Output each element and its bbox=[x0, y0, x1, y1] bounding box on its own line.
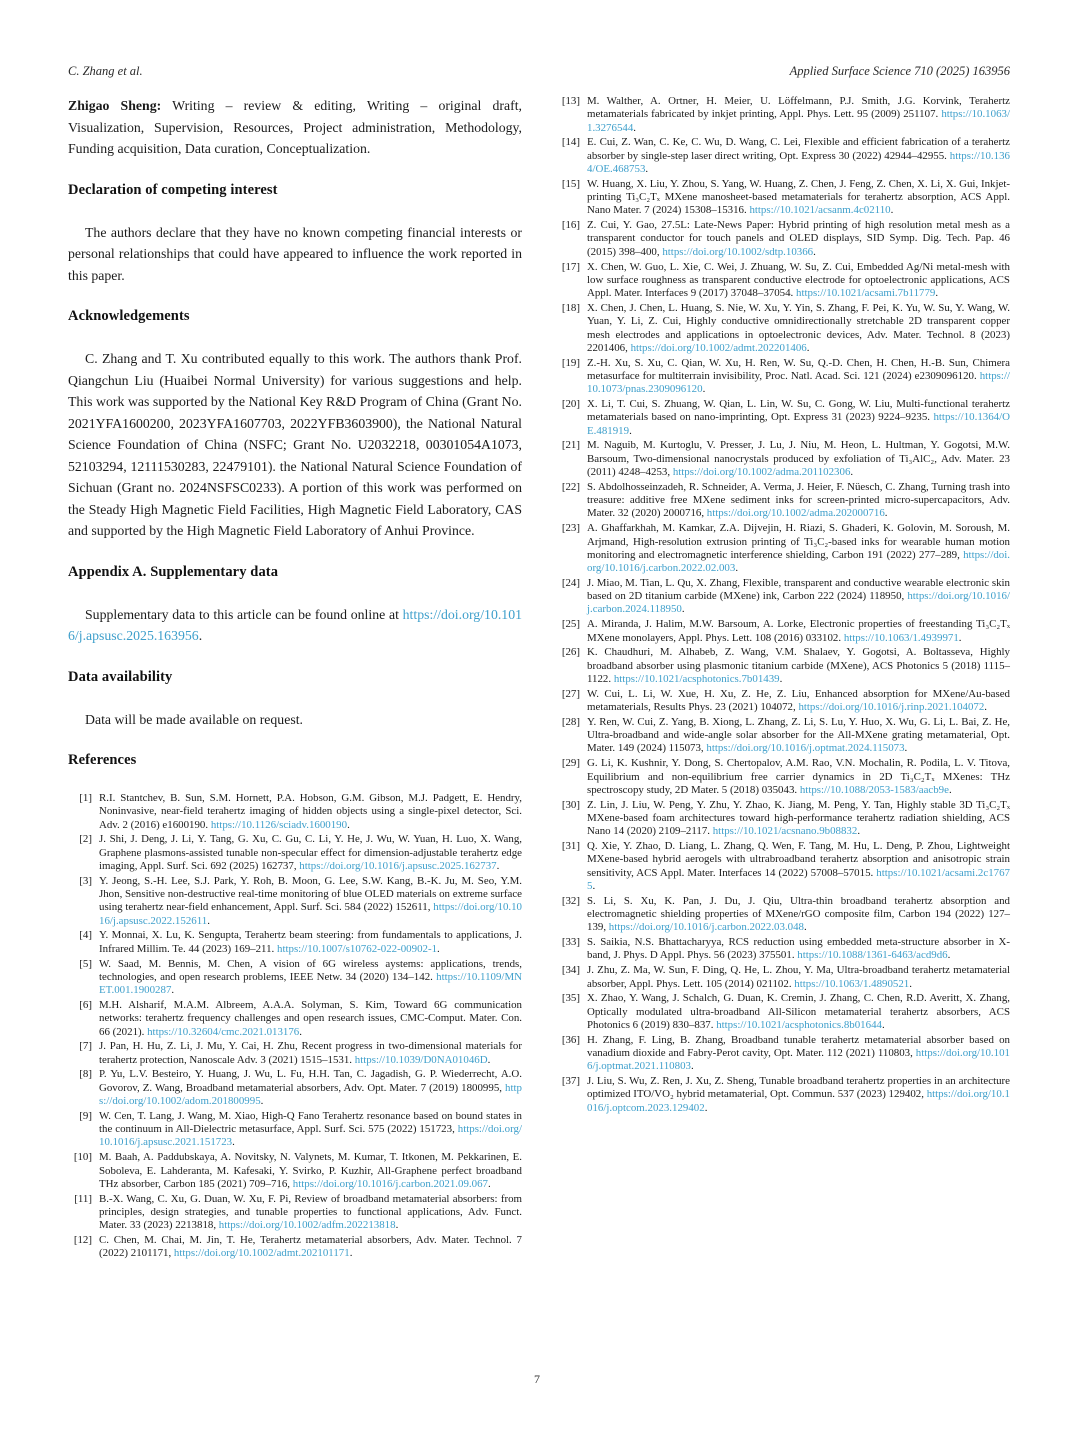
reference-number: [23] bbox=[561, 522, 580, 535]
reference-number: [11] bbox=[74, 1192, 92, 1205]
reference-tail: . bbox=[629, 424, 632, 437]
reference-number: [22] bbox=[561, 480, 580, 493]
reference-text: X. Li, T. Cui, S. Zhuang, W. Qian, L. Lin, W. Su, C. Gong, W. Liu, Multi-functional terahertz metamaterials based on nano-imprinting, Opt. Express 31 (2023) 9224–9235. bbox=[587, 398, 1010, 424]
reference-doi-link[interactable]: https://10.1088/2053-1583/aacb9e bbox=[799, 783, 949, 796]
reference-number: [6] bbox=[79, 998, 92, 1011]
reference-tail: . bbox=[779, 672, 783, 685]
reference-tail: . bbox=[850, 466, 854, 479]
reference-text: M. Naguib, M. Kurtoglu, V. Presser, J. Lu, J. Niu, M. Heon, L. Hultman, Y. Gogotsi, M.W. Barsoum, Two-dimensional nanocrystals produced by exfoliation of Ti₃AlC₂, Adv. Mater. 23 (2011) 4248–4253, bbox=[587, 439, 1010, 479]
reference-item bbox=[68, 792, 522, 832]
reference-item bbox=[556, 895, 1010, 935]
running-header-journal: Applied Surface Science 710 (2025) 163956 bbox=[789, 64, 1010, 78]
reference-tail: . bbox=[487, 1053, 491, 1066]
data-availability-paragraph: Data will be made available on request. bbox=[85, 711, 303, 727]
reference-text: E. Cui, Z. Wan, C. Ke, C. Wu, D. Wang, C. Lei, Flexible and efficient fabrication of a terahertz absorber by single-step laser direct writing, Opt. Express 30 (2022) 42944–42955. bbox=[587, 136, 1010, 162]
reference-number: [36] bbox=[561, 1033, 580, 1046]
reference-number: [9] bbox=[79, 1109, 92, 1122]
reference-text: Y. Ren, W. Cui, Z. Yang, B. Xiong, L. Zhang, Z. Li, S. Lu, Y. Huo, X. Wu, G. Li, L. Bai, Z. He, Ultra-broadband and wide-angle solar absorber for the All-MXene grating metamaterial, Opt. Mater. 149 (2024) 115073, bbox=[587, 715, 1010, 755]
reference-item bbox=[68, 833, 522, 873]
reference-item bbox=[556, 302, 1010, 355]
reference-item bbox=[556, 95, 1010, 135]
reference-tail: . bbox=[207, 914, 210, 927]
reference-text: X. Zhao, Y. Wang, J. Schalch, G. Duan, K. Cremin, J. Zhang, C. Chen, R.D. Averitt, X. Zhang, Optically modulated ultra-broadband All-Silicon metamaterial terahertz absorbers, ACS Photonics 6 (2019) 830–837. bbox=[587, 992, 1010, 1031]
reference-text: W. Cui, L. Li, W. Xue, H. Xu, Z. He, Z. Liu, Enhanced absorption for MXene/Au-based metamaterials, Results Phys. 23 (2021) 104072, bbox=[587, 687, 1010, 714]
reference-doi-link[interactable]: https://doi.org/10.1016/j.optmat.2021.110803 bbox=[587, 1046, 1010, 1073]
reference-doi-link[interactable]: https://10.1063/1.4890521 bbox=[794, 977, 910, 990]
author-contribution-paragraph bbox=[68, 95, 522, 160]
reference-doi-link[interactable]: https://doi.org/10.1016/j.apsusc.2022.152611 bbox=[99, 901, 522, 927]
reference-doi-link[interactable]: https://doi.org/10.1002/adfm.202213818 bbox=[218, 1219, 396, 1232]
reference-text: K. Chaudhuri, M. Alhabeb, Z. Wang, V.M. Shalaev, Y. Gogotsi, A. Boltasseva, Highly broadband absorber using plasmonic titanium carbide (MXene), ACS Photonics 5 (2018) 1115–1122. bbox=[587, 646, 1010, 685]
reference-number: [4] bbox=[79, 929, 92, 942]
reference-doi-link[interactable]: https://10.1063/1.4939971 bbox=[843, 631, 959, 644]
reference-item bbox=[556, 799, 1010, 839]
reference-doi-link[interactable]: https://10.1021/acsphotonics.7b01439 bbox=[613, 672, 780, 685]
reference-text: Z. Lin, J. Liu, W. Peng, Y. Zhu, Y. Zhao, K. Jiang, M. Peng, Y. Tan, Highly stable 3D Ti₃C₂Tₓ MXene-based foam architectures toward high-performance terahertz radiation shielding, ACS Nano 14 (2020) 2109–2117. bbox=[587, 798, 1010, 838]
reference-tail: . bbox=[947, 949, 951, 962]
reference-doi-link[interactable]: https://doi.org/10.1016/j.carbon.2021.09.067 bbox=[292, 1177, 488, 1190]
reference-item bbox=[556, 1075, 1010, 1115]
reference-tail: . bbox=[881, 1018, 885, 1031]
reference-number: [17] bbox=[561, 260, 580, 273]
reference-item bbox=[556, 716, 1010, 756]
reference-doi-link[interactable]: https://10.1021/acsnano.9b08832 bbox=[712, 825, 858, 838]
reference-item bbox=[68, 958, 522, 998]
reference-tail: . bbox=[884, 507, 888, 520]
reference-number: [27] bbox=[561, 687, 580, 700]
reference-item bbox=[556, 261, 1010, 301]
reference-tail: . bbox=[496, 859, 500, 872]
reference-item bbox=[556, 522, 1010, 575]
reference-doi-link[interactable]: https://doi.org/10.1002/admt.202101171 bbox=[173, 1247, 350, 1260]
reference-item bbox=[556, 757, 1010, 797]
reference-item bbox=[68, 875, 522, 928]
reference-tail: . bbox=[935, 287, 939, 300]
reference-item bbox=[556, 136, 1010, 176]
reference-tail: . bbox=[904, 742, 908, 755]
reference-item bbox=[556, 688, 1010, 715]
reference-doi-link[interactable]: https://doi.org/10.1016/j.carbon.2022.02.003 bbox=[587, 548, 1010, 575]
reference-list-left bbox=[68, 792, 522, 1261]
reference-doi-link[interactable]: https://doi.org/10.1016/j.apsusc.2025.162737 bbox=[299, 859, 497, 872]
reference-doi-link[interactable]: https://doi.org/10.1002/sdtp.10366 bbox=[662, 245, 814, 258]
reference-number: [19] bbox=[561, 356, 580, 369]
appendix-doi-link[interactable]: https://doi.org/10.1016/j.apsusc.2025.163956 bbox=[68, 606, 522, 643]
reference-text: A. Miranda, J. Halim, M.W. Barsoum, A. Lorke, Electronic properties of freestanding Ti₃C₂Tₓ MXene monolayers, Appl. Phys. Lett. 108 (2016) 033102. bbox=[587, 618, 1010, 644]
data-availability-heading: Data availability bbox=[68, 668, 173, 685]
running-header bbox=[68, 64, 1010, 79]
reference-text: G. Li, K. Kushnir, Y. Dong, S. Chertopalov, A.M. Rao, V.N. Mochalin, R. Podila, L. V. Titova, Equilibrium and non-equilibrium free carrier dynamics in 2D Ti₃C₂Tₓ MXenes: THz spectroscopy study, 2D Mater. 5 (2018) 035043. bbox=[587, 757, 1010, 796]
reference-item bbox=[556, 1034, 1010, 1074]
reference-text: J. Miao, M. Tian, L. Qu, X. Zhang, Flexible, transparent and conductive wearable electronic skin based on 2D titanium carbide (MXene) ink, Carbon 222 (2024) 118950, bbox=[587, 576, 1010, 603]
reference-tail: . bbox=[633, 121, 637, 134]
reference-text: Q. Xie, Y. Zhao, D. Liang, L. Zhang, Q. Wen, F. Tang, M. Hu, L. Deng, P. Zhou, Lightweight MXene-based hybrid aerogels with ultrabroadband terahertz absorption and anisotropic strain sensitivity, ACS Appl. Mater. Interfaces 14 (2022) 57008–57015. bbox=[587, 840, 1010, 879]
reference-number: [15] bbox=[561, 177, 580, 190]
reference-item bbox=[68, 999, 522, 1039]
reference-number: [25] bbox=[561, 618, 580, 631]
reference-item bbox=[556, 219, 1010, 259]
reference-item bbox=[556, 398, 1010, 438]
reference-text: S. Li, S. Xu, K. Pan, J. Du, J. Qiu, Ultra-thin broadband terahertz absorption and electromagnetic shielding properties of MXene/rGO composite film, Carbon 194 (2022) 127–139, bbox=[587, 894, 1010, 934]
reference-number: [14] bbox=[561, 136, 580, 149]
reference-number: [3] bbox=[79, 874, 92, 887]
contrib-author-name: Zhigao Sheng: bbox=[68, 98, 162, 113]
reference-item bbox=[556, 178, 1010, 218]
reference-item bbox=[556, 481, 1010, 521]
contrib-roles-text: Writing – review & editing, Writing – original draft, Visualization, Supervision, Resources, Project administration, Methodology, Funding acquisition, Data curation, Conceptualization. bbox=[68, 98, 522, 156]
reference-number: [30] bbox=[561, 798, 580, 811]
reference-number: [37] bbox=[561, 1075, 580, 1088]
reference-text: J. Zhu, Z. Ma, W. Sun, F. Ding, Q. He, L. Zhou, Y. Ma, Ultra-broadband terahertz metamaterial absorber, Appl. Phys. Lett. 105 (2014) 021102. bbox=[587, 964, 1010, 990]
reference-doi-link[interactable]: https://10.1021/acsami.7b11779 bbox=[796, 287, 936, 300]
reference-text: P. Yu, L.V. Besteiro, Y. Huang, J. Wu, L. Fu, H.H. Tan, C. Jagadish, G. P. Wiederrecht, A.O. Govorov, Z. Wang, Broadband metamaterial absorbers, Adv. Opt. Mater. 7 (2019) 1800995, bbox=[99, 1068, 522, 1094]
reference-doi-link[interactable]: https://10.1088/1361-6463/acd9d6 bbox=[797, 949, 948, 962]
reference-item bbox=[556, 992, 1010, 1032]
reference-text: M. Baah, A. Paddubskaya, A. Novitsky, N. Valynets, M. Kumar, T. Itkonen, M. Pekkarinen, E. Soboleva, E. Lahderanta, M. Kafesaki, Y. Svirko, P. Kuzhir, All-Graphene perfect broadband THz absorber, Carbon 185 (2021) 709–716, bbox=[99, 1151, 522, 1190]
reference-number: [32] bbox=[561, 894, 580, 907]
reference-tail: . bbox=[890, 204, 894, 217]
reference-number: [5] bbox=[79, 957, 92, 970]
reference-item bbox=[556, 439, 1010, 479]
reference-item bbox=[68, 1193, 522, 1233]
appendix-text-tail: . bbox=[198, 628, 203, 643]
reference-text: Z.-H. Xu, S. Xu, C. Qian, W. Xu, H. Ren, W. Su, Q.-D. Chen, H. Chen, H.-B. Sun, Chimera metasurface for multiterrain invisibility, Proc. Natl. Acad. Sci. 121 (2024) e2309096120. bbox=[587, 356, 1010, 382]
reference-number: [1] bbox=[79, 792, 92, 804]
reference-number: [18] bbox=[561, 301, 580, 314]
reference-text: J. Pan, H. Hu, Z. Li, J. Mu, Y. Cai, H. Zhu, Recent progress in two-dimensional materials for terahertz protection, Nanoscale Adv. 3 (2021) 1515–1531. bbox=[99, 1040, 522, 1066]
reference-doi-link[interactable]: https://10.1021/acsami.2c17675 bbox=[587, 866, 1010, 892]
reference-text: R.I. Stantchev, B. Sun, S.M. Hornett, P.A. Hobson, G.M. Gibson, M.J. Padgett, E. Hendry, Noninvasive, near-field terahertz imaging of hidden objects using a single-pixel detector, Sci. Adv. 2 (2016) e1600190. bbox=[99, 792, 522, 831]
page-number: 7 bbox=[534, 1372, 540, 1386]
acknowledgements-heading: Acknowledgements bbox=[68, 308, 190, 324]
reference-number: [20] bbox=[561, 398, 580, 411]
reference-text: M. Walther, A. Ortner, H. Meier, U. Löffelmann, P.J. Smith, J.G. Korvink, Terahertz metamaterials fabricated by inkjet printing, Appl. Phys. Lett. 95 (2009) 251107. bbox=[587, 95, 1010, 121]
reference-doi-link[interactable]: https://10.1109/MNET.001.1900287 bbox=[99, 970, 522, 997]
reference-text: H. Zhang, F. Ling, B. Zhang, Broadband tunable terahertz metamaterial absorber based on vanadium dioxide and Fabry-Perot cavity, Opt. Mater. 112 (2021) 110803, bbox=[587, 1033, 1010, 1059]
reference-doi-link[interactable]: https://doi.org/10.1002/adma.202000716 bbox=[706, 507, 885, 520]
reference-tail: . bbox=[909, 977, 912, 990]
reference-number: [2] bbox=[79, 833, 92, 846]
reference-doi-link[interactable]: https://doi.org/10.1016/j.carbon.2022.03.048 bbox=[608, 921, 804, 934]
reference-doi-link[interactable]: https://doi.org/10.1016/j.optcom.2023.129402 bbox=[587, 1088, 1010, 1114]
reference-list-right bbox=[556, 95, 1010, 1115]
reference-item bbox=[68, 1068, 522, 1108]
reference-tail: . bbox=[592, 879, 596, 892]
reference-doi-link[interactable]: https://10.1073/pnas.2309096120 bbox=[587, 369, 1010, 396]
reference-doi-link[interactable]: https://10.1364/OE.481919 bbox=[587, 411, 1010, 437]
left-column bbox=[68, 95, 522, 1262]
reference-doi-link[interactable]: https://doi.org/10.1016/j.carbon.2024.118950 bbox=[587, 590, 1010, 616]
reference-item bbox=[68, 1151, 522, 1191]
reference-number: [34] bbox=[561, 964, 580, 977]
running-header-authors: C. Zhang et al. bbox=[68, 64, 143, 78]
two-column-body bbox=[68, 95, 1010, 1262]
reference-doi-link[interactable]: https://10.1063/1.3276544 bbox=[587, 108, 1010, 134]
reference-doi-link[interactable]: https://10.1364/OE.468753 bbox=[587, 149, 1010, 175]
declaration-paragraph: The authors declare that they have no known competing financial interests or personal relationships that could have appeared to influence the work reported in this paper. bbox=[68, 224, 522, 283]
reference-item bbox=[556, 577, 1010, 617]
reference-number: [16] bbox=[561, 219, 580, 232]
reference-doi-link[interactable]: https://10.1039/D0NA01046D bbox=[354, 1053, 488, 1066]
reference-tail: . bbox=[813, 245, 816, 258]
reference-tail: . bbox=[232, 1136, 235, 1149]
reference-text: A. Ghaffarkhah, M. Kamkar, Z.A. Dijvejin, H. Riazi, S. Ghaderi, K. Golovin, M. Soroush, M. Arjmand, High-resolution extrusion printing of Ti₃C₂-based inks for wearable human motion monitoring and electromagnetic interference shielding, Carbon 191 (2022) 277–289, bbox=[587, 522, 1010, 561]
reference-number: [12] bbox=[73, 1234, 92, 1246]
right-column bbox=[556, 95, 1010, 1262]
reference-item bbox=[68, 1040, 522, 1067]
reference-tail: . bbox=[735, 562, 739, 575]
reference-tail: . bbox=[645, 162, 649, 175]
reference-item bbox=[68, 929, 522, 956]
reference-text: Y. Jeong, S.-H. Lee, S.J. Park, Y. Roh, B. Moon, G. Lee, S.W. Kang, B.-K. Ju, M. Seo, Y.M. Jhon, Sensitive non-destructive real-time monitoring of blue OLED materials on extreme surface using terahertz near-field enhancement, Appl. Surf. Sci. 584 (2022) 152611, bbox=[99, 874, 522, 914]
appendix-paragraph bbox=[68, 604, 522, 647]
reference-tail: . bbox=[702, 383, 706, 396]
reference-tail: . bbox=[171, 984, 175, 997]
reference-doi-link[interactable]: https://10.1021/acsphotonics.8b01644 bbox=[716, 1018, 882, 1031]
reference-number: [21] bbox=[561, 439, 580, 452]
reference-number: [24] bbox=[561, 576, 580, 589]
reference-tail: . bbox=[347, 818, 350, 831]
reference-doi-link[interactable]: https://doi.org/10.1002/adma.201102306 bbox=[672, 466, 851, 479]
references-heading: References bbox=[68, 752, 137, 768]
reference-tail: . bbox=[806, 341, 810, 354]
reference-text: J. Shi, J. Deng, J. Li, Y. Tang, G. Xu, C. Gu, C. Li, Y. He, J. Wu, W. Yuan, H. Luo, X. Wang, Graphene plasmons-assisted tunable non-specular effect for dimension-adjustable terahertz edge imaging, Appl. Surf. Sci. 692 (2025) 162737, bbox=[99, 833, 522, 872]
reference-tail: . bbox=[690, 1060, 694, 1073]
reference-item bbox=[556, 840, 1010, 893]
reference-text: J. Liu, S. Wu, Z. Ren, J. Xu, Z. Sheng, Tunable broadband terahertz properties in an architecture optimized ITO/VO₂ hybrid metamaterial, Opt. Commun. 537 (2023) 129402, bbox=[587, 1075, 1010, 1101]
reference-doi-link[interactable]: https://doi.org/10.1002/adom.201800995 bbox=[99, 1081, 522, 1108]
reference-tail: . bbox=[958, 631, 962, 644]
reference-text: M.H. Alsharif, M.A.M. Albreem, A.A.A. Solyman, S. Kim, Toward 6G communication networks: terahertz frequency challenges and open research issues, CMC-Comput. Mater. Con. 66 (2021). bbox=[99, 998, 522, 1038]
reference-number: [13] bbox=[561, 95, 580, 107]
reference-text: W. Huang, X. Liu, Y. Zhou, S. Yang, W. Huang, Z. Chen, J. Feng, Z. Chen, X. Li, X. Gui, Inkjet-printing Ti₃C₂Tₓ MXene manosheet-based metamaterials for terahertz absorption, ACS Appl. Nano Mater. 7 (2024) 15308–15316. bbox=[587, 177, 1010, 217]
reference-item bbox=[556, 618, 1010, 645]
reference-tail: . bbox=[984, 701, 988, 714]
reference-item bbox=[68, 1110, 522, 1150]
reference-item bbox=[68, 1234, 522, 1261]
reference-item bbox=[556, 964, 1010, 991]
reference-tail: . bbox=[487, 1177, 491, 1190]
reference-number: [7] bbox=[79, 1040, 92, 1053]
reference-text: W. Cen, T. Lang, J. Wang, M. Xiao, High-Q Fano Terahertz resonance based on bound states in the continuum in All-Dielectric metasurface, Appl. Surf. Sci. 575 (2022) 151723, bbox=[99, 1109, 522, 1136]
reference-number: [35] bbox=[561, 992, 580, 1005]
reference-doi-link[interactable]: https://10.1021/acsanm.4c02110 bbox=[749, 204, 891, 217]
reference-number: [33] bbox=[561, 936, 580, 949]
reference-doi-link[interactable]: https://10.1007/s10762-022-00902-1 bbox=[277, 942, 438, 955]
reference-number: [26] bbox=[561, 646, 580, 659]
declaration-heading: Declaration of competing interest bbox=[68, 181, 278, 198]
reference-tail: . bbox=[681, 603, 685, 616]
reference-tail: . bbox=[349, 1247, 353, 1260]
reference-text: X. Chen, W. Guo, L. Xie, C. Wei, J. Zhuang, W. Su, Z. Cui, Embedded Ag/Ni metal-mesh with low surface roughness as transparent conductive electrode for optoelectronic applications, ACS Appl. Mater. Interfaces 9 (2017) 37048–37054. bbox=[587, 260, 1010, 300]
reference-tail: . bbox=[299, 1025, 302, 1038]
reference-item bbox=[556, 357, 1010, 397]
reference-text: C. Chen, M. Chai, M. Jin, T. He, Terahertz metamaterial absorbers, Adv. Mater. Technol. 7 (2022) 2101171, bbox=[99, 1234, 522, 1260]
reference-number: [8] bbox=[79, 1068, 92, 1081]
reference-tail: . bbox=[948, 783, 952, 796]
acknowledgements-paragraph: C. Zhang and T. Xu contributed equally to this work. The authors thank Prof. Qiangchun Liu (Huaibei Normal University) for various suggestions and help. This work was supported by the National Key R&D Program of China (Grant No. 2021YFA1600200, 2023YFA1607703, 2022YFB3603900), the National Natural Science Foundation of China (NSFC; Grant No. U2032218, 00301054A1073, 52103294, 12111530283, 22479101). the National Natural Science Foundation of Sichuan (Grant no. 2024NSFSC0233). A portion of this work was performed on the Steady High Magnetic Field Facilities, High Magnetic Field Laboratory, CAS and supported by the High Magnetic Field Laboratory of Anhui Province. bbox=[68, 351, 522, 538]
reference-doi-link[interactable]: https://10.1126/sciadv.1600190 bbox=[210, 818, 348, 831]
reference-number: [29] bbox=[561, 757, 580, 770]
reference-doi-link[interactable]: https://doi.org/10.1002/admt.202201406 bbox=[630, 341, 807, 354]
reference-tail: . bbox=[437, 942, 440, 955]
reference-tail: . bbox=[857, 825, 861, 838]
reference-doi-link[interactable]: https://doi.org/10.1016/j.rinp.2021.104072 bbox=[798, 701, 985, 714]
reference-text: S. Abdolhosseinzadeh, R. Schneider, A. Verma, J. Heier, F. Nüesch, C. Zhang, Turning trash into treasure: additive free MXene sediment inks for screen-printed micro-supercapacitors, Adv. Mater. 32 (2020) 2000716, bbox=[587, 480, 1010, 520]
reference-doi-link[interactable]: https://doi.org/10.1016/j.optmat.2024.115073 bbox=[706, 742, 905, 755]
appendix-heading: Appendix A. Supplementary data bbox=[68, 563, 279, 580]
reference-text: X. Chen, J. Chen, L. Huang, S. Nie, W. Xu, Y. Yin, S. Zhang, F. Pei, K. Yu, W. Su, Y. Wang, W. Yuan, Y. Li, Z. Cui, Highly conductive omnidirectionally stretchable 2D transparent copper mesh electrodes and applications in optoelectronic devices, Adv. Mater. Technol. 8 (2023) 2201406, bbox=[587, 301, 1010, 354]
reference-tail: . bbox=[704, 1101, 708, 1114]
reference-number: [10] bbox=[73, 1151, 92, 1164]
reference-doi-link[interactable]: https://doi.org/10.1016/j.apsusc.2021.151723 bbox=[99, 1123, 522, 1149]
reference-tail: . bbox=[395, 1219, 399, 1232]
reference-tail: . bbox=[804, 921, 807, 934]
reference-text: B.-X. Wang, C. Xu, G. Duan, W. Xu, F. Pi, Review of broadband metamaterial absorbers: from principles, design strategies, and tunable properties to functional applications, Adv. Funct. Mater. 33 (2023) 2213818, bbox=[99, 1192, 522, 1232]
reference-number: [31] bbox=[561, 840, 580, 853]
reference-tail: . bbox=[260, 1095, 264, 1108]
reference-doi-link[interactable]: https://10.32604/cmc.2021.013176 bbox=[147, 1025, 300, 1038]
appendix-text: Supplementary data to this article can be found online at bbox=[85, 606, 403, 622]
reference-number: [28] bbox=[561, 715, 580, 728]
reference-text: Y. Monnai, X. Lu, K. Sengupta, Terahertz beam steering: from fundamentals to applications, J. Infrared Millim. Te. 44 (2023) 169–211. bbox=[99, 929, 522, 955]
reference-item bbox=[556, 936, 1010, 963]
reference-text: Z. Cui, Y. Gao, 27.5L: Late-News Paper: Hybrid printing of high resolution metal mesh as a transparent conductor for touch panels and OLED displays, SID Symp. Dig. Tech. Pap. 46 (2015) 398–400, bbox=[587, 219, 1010, 258]
reference-text: W. Saad, M. Bennis, M. Chen, A vision of 6G wireless aystems: applications, trends, technologies, and open research problems, IEEE Netw. 34 (2020) 134–142. bbox=[99, 957, 522, 983]
reference-item bbox=[556, 646, 1010, 686]
reference-text: S. Saikia, N.S. Bhattacharyya, RCS reduction using embedded meta-structure absorber in X-band, J. Phys. D Appl. Phys. 56 (2023) 375501. bbox=[587, 936, 1010, 962]
